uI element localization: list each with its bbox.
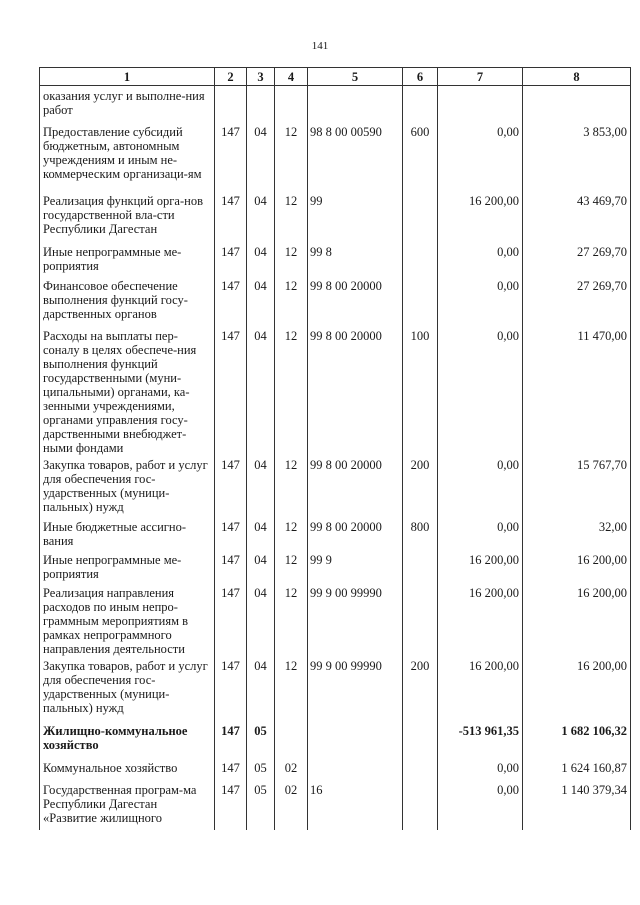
cell-col7: 0,00 (438, 517, 523, 550)
table-row (40, 242, 631, 276)
cell-col3: 05 (247, 780, 275, 830)
cell-col8: 1 140 379,34 (523, 780, 631, 830)
cell-name: Государственная програм-ма Республики Дагестан «Развитие жилищного (40, 780, 215, 830)
cell-col6 (403, 276, 438, 326)
cell-name: Иные непрограммные ме-роприятия (40, 550, 215, 583)
cell-col3: 04 (247, 583, 275, 656)
cell-name: Расходы на выплаты пер-соналу в целях обеспече-ния выполнения функций государственными (муни-ципальными) органами, ка-зенными учреждениями, органами управления госу-дарственными внебюджет-ными фондами (40, 326, 215, 455)
cell-col2 (215, 86, 247, 122)
cell-col8: 32,00 (523, 517, 631, 550)
cell-name: Закупка товаров, работ и услуг для обеспечения гос-ударственных (муници-пальных) нужд (40, 656, 215, 721)
table-row (40, 191, 631, 242)
cell-col8: 43 469,70 (523, 191, 631, 242)
cell-col4: 12 (275, 517, 308, 550)
cell-col5: 99 9 (308, 550, 403, 583)
cell-col2: 147 (215, 242, 247, 276)
col-header-1: 1 (40, 68, 215, 86)
cell-col8: 3 853,00 (523, 122, 631, 191)
cell-col7: 16 200,00 (438, 550, 523, 583)
table-row (40, 517, 631, 550)
page-number: 141 (311, 40, 329, 52)
table-row (40, 758, 631, 780)
table-row (40, 455, 631, 517)
cell-col5: 98 8 00 00590 (308, 122, 403, 191)
cell-name: Иные бюджетные ассигно-вания (40, 517, 215, 550)
cell-col3: 04 (247, 242, 275, 276)
cell-col4: 02 (275, 758, 308, 780)
cell-col4: 12 (275, 122, 308, 191)
cell-col6: 800 (403, 517, 438, 550)
cell-col6 (403, 780, 438, 830)
cell-name: Реализация направления расходов по иным непро-граммным мероприятиям в рамках непрограммного направления деятельности (40, 583, 215, 656)
budget-table (39, 67, 631, 830)
cell-name: Жилищно-коммунальное хозяйство (40, 721, 215, 758)
table-header-row (40, 68, 631, 86)
cell-col6: 100 (403, 326, 438, 455)
cell-col5 (308, 721, 403, 758)
cell-col3: 04 (247, 326, 275, 455)
cell-col6 (403, 583, 438, 656)
cell-col5: 16 (308, 780, 403, 830)
cell-col3: 04 (247, 656, 275, 721)
table-row (40, 550, 631, 583)
cell-col2: 147 (215, 276, 247, 326)
cell-col8: 16 200,00 (523, 656, 631, 721)
col-header-5: 5 (308, 68, 403, 86)
cell-col8: 1 682 106,32 (523, 721, 631, 758)
cell-col3: 05 (247, 721, 275, 758)
col-header-2: 2 (215, 68, 247, 86)
cell-col6: 600 (403, 122, 438, 191)
cell-col7: 0,00 (438, 758, 523, 780)
cell-col3: 04 (247, 517, 275, 550)
cell-col3 (247, 86, 275, 122)
cell-col6 (403, 86, 438, 122)
cell-col8: 27 269,70 (523, 276, 631, 326)
cell-col8: 11 470,00 (523, 326, 631, 455)
cell-col3: 04 (247, 122, 275, 191)
table-row (40, 276, 631, 326)
cell-col4: 12 (275, 583, 308, 656)
cell-col5 (308, 758, 403, 780)
cell-name: оказания услуг и выполне-ния работ (40, 86, 215, 122)
cell-name: Закупка товаров, работ и услуг для обеспечения гос-ударственных (муници-пальных) нужд (40, 455, 215, 517)
cell-col5: 99 8 00 20000 (308, 455, 403, 517)
table-row (40, 721, 631, 758)
cell-col7: 0,00 (438, 242, 523, 276)
cell-col6 (403, 721, 438, 758)
cell-col3: 04 (247, 550, 275, 583)
cell-col6 (403, 758, 438, 780)
table-row (40, 583, 631, 656)
table-row (40, 780, 631, 830)
cell-col4: 12 (275, 656, 308, 721)
cell-col7: 16 200,00 (438, 656, 523, 721)
cell-col4: 02 (275, 780, 308, 830)
cell-col7: 0,00 (438, 455, 523, 517)
cell-col8: 15 767,70 (523, 455, 631, 517)
cell-name: Предоставление субсидий бюджетным, автономным учреждениям и иным не-коммерческим организаци-ям (40, 122, 215, 191)
cell-col4: 12 (275, 326, 308, 455)
cell-col7: 0,00 (438, 276, 523, 326)
cell-name: Финансовое обеспечение выполнения функций госу-дарственных органов (40, 276, 215, 326)
cell-col2: 147 (215, 656, 247, 721)
col-header-6: 6 (403, 68, 438, 86)
cell-col2: 147 (215, 455, 247, 517)
cell-col4 (275, 86, 308, 122)
cell-col4: 12 (275, 455, 308, 517)
cell-col8: 16 200,00 (523, 583, 631, 656)
cell-col2: 147 (215, 550, 247, 583)
cell-col6: 200 (403, 455, 438, 517)
cell-col2: 147 (215, 122, 247, 191)
cell-col2: 147 (215, 326, 247, 455)
cell-col6 (403, 242, 438, 276)
cell-col6 (403, 191, 438, 242)
cell-col8: 27 269,70 (523, 242, 631, 276)
cell-col3: 05 (247, 758, 275, 780)
table-row (40, 122, 631, 191)
cell-col2: 147 (215, 517, 247, 550)
cell-col5: 99 9 00 99990 (308, 583, 403, 656)
cell-col5: 99 8 00 20000 (308, 276, 403, 326)
cell-col4: 12 (275, 191, 308, 242)
cell-name: Иные непрограммные ме-роприятия (40, 242, 215, 276)
cell-col2: 147 (215, 780, 247, 830)
cell-col4: 12 (275, 242, 308, 276)
cell-col7: 16 200,00 (438, 583, 523, 656)
table-row (40, 326, 631, 455)
col-header-3: 3 (247, 68, 275, 86)
cell-name: Реализация функций орга-нов государственной вла-сти Республики Дагестан (40, 191, 215, 242)
col-header-7: 7 (438, 68, 523, 86)
cell-name: Коммунальное хозяйство (40, 758, 215, 780)
cell-col7: 0,00 (438, 326, 523, 455)
cell-col2: 147 (215, 721, 247, 758)
cell-col5: 99 8 00 20000 (308, 517, 403, 550)
cell-col8: 1 624 160,87 (523, 758, 631, 780)
cell-col7: -513 961,35 (438, 721, 523, 758)
cell-col7 (438, 86, 523, 122)
cell-col8 (523, 86, 631, 122)
table-row (40, 656, 631, 721)
cell-col7: 0,00 (438, 122, 523, 191)
cell-col5: 99 8 (308, 242, 403, 276)
cell-col2: 147 (215, 191, 247, 242)
col-header-4: 4 (275, 68, 308, 86)
col-header-8: 8 (523, 68, 631, 86)
cell-col7: 0,00 (438, 780, 523, 830)
cell-col5 (308, 86, 403, 122)
cell-col3: 04 (247, 276, 275, 326)
cell-col8: 16 200,00 (523, 550, 631, 583)
cell-col4: 12 (275, 276, 308, 326)
cell-col2: 147 (215, 583, 247, 656)
cell-col5: 99 (308, 191, 403, 242)
cell-col6: 200 (403, 656, 438, 721)
table-row (40, 86, 631, 122)
cell-col6 (403, 550, 438, 583)
cell-col5: 99 9 00 99990 (308, 656, 403, 721)
cell-col4: 12 (275, 550, 308, 583)
cell-col3: 04 (247, 191, 275, 242)
cell-col2: 147 (215, 758, 247, 780)
cell-col5: 99 8 00 20000 (308, 326, 403, 455)
cell-col7: 16 200,00 (438, 191, 523, 242)
cell-col4 (275, 721, 308, 758)
cell-col3: 04 (247, 455, 275, 517)
